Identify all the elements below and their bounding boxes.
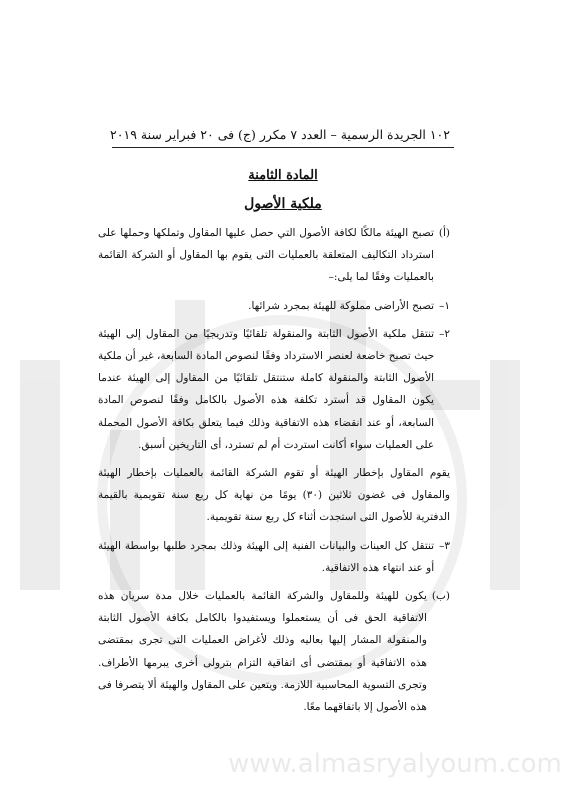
page-header: ١٠٢ الجريدة الرسمية – العدد ٧ مكرر (ج) فى ٢٠ فبراير سنة ٢٠١٩ xyxy=(110,127,450,142)
header-rule xyxy=(112,147,454,148)
clause-1 xyxy=(98,295,450,317)
paragraph-a-text: تصبح الهيئة مالكًا لكافة الأصول التي حصل عليها المقاول وتملكها وحملها على استرداد التكاليف المتعلقة بالعمليات التى يقوم بها المقاول أو الشركة القائمة بالعمليات وفقًا لما يلى:– xyxy=(98,227,434,284)
paragraph-b xyxy=(98,585,450,718)
watermark-text: www.almasryalyoum.com xyxy=(228,749,562,779)
clause-2 xyxy=(98,323,450,456)
clause-2-text: تنتقل ملكية الأصول الثابتة والمنقولة تلقائيًا وتدريجيًا من المقاول إلى الهيئة حيث تصبح خاضعة لعنصر الاسترداد وفقًا لنصوص المادة السابعة، غير أن ملكية الأصول الثابتة والمنقولة كاملة ستنتقل تلقائيًا من المقاول إلى الهيئة عندما يكون المقاول قد أسترد تكلفة هذه الأصول بالكامل وفقًا لنصوص المادة السابعة، أو عند انقضاء هذه الاتفاقية وذلك فيما يتعلق بكافة الأصول المحملة على العمليات سواء أكانت استردت أم لم تسترد، أى التاريخين أسبق. xyxy=(98,327,435,451)
clause-3-text: تنتقل كل العينات والبيانات الفنية إلى الهيئة وذلك بمجرد طلبها بواسطة الهيئة أو عند انتهاء هذه الاتفاقية. xyxy=(98,539,435,574)
paragraph-a-marker: (أ) xyxy=(438,227,450,239)
clause-2-marker: ٢– xyxy=(439,327,450,340)
paragraph-b-marker: (ب) xyxy=(431,590,450,603)
paragraph-a xyxy=(98,222,450,289)
clause-2-continuation: يقوم المقاول بإخطار الهيئة أو تقوم الشركة القائمة بالعمليات بإخطار الهيئة والمقاول فى غضون ثلاثين (٣٠) يومًا من نهاية كل ربع سنة تقويمية بالقيمة الدفترية للأصول التى استجدت أثناء كل ربع سنة تقويمية. xyxy=(98,467,450,524)
article-subtitle: ملكية الأصول xyxy=(244,196,322,212)
article-body xyxy=(98,222,450,718)
clause-3-marker: ٣– xyxy=(439,539,450,552)
clause-1-marker: ١– xyxy=(439,299,450,312)
paragraph-b-text: يكون للهيئة وللمقاول والشركة القائمة بالعمليات خلال مدة سريان هذه الاتفاقية الحق فى أن يستعملوا ويستفيدوا بالكامل بكافة الأصول الثابتة والمنقولة المشار إليها بعاليه وذلك لأغراض العمليات التى تجرى بمقتضى هذه الاتفاقية أو بمقتضى أى اتفاقية التزام بترولى أخرى يبرمها الأطراف. وتجرى التسوية المحاسبية اللازمة. ويتعين على المقاول والهيئة ألا يتصرفا فى هذه الأصول إلا باتفاقهما معًا. xyxy=(98,590,427,714)
clause-3 xyxy=(98,535,450,579)
clause-1-text: تصبح الأراضى مملوكة للهيئة بمجرد شرائها. xyxy=(248,299,435,312)
article-title: المادة الثامنة xyxy=(248,168,318,183)
